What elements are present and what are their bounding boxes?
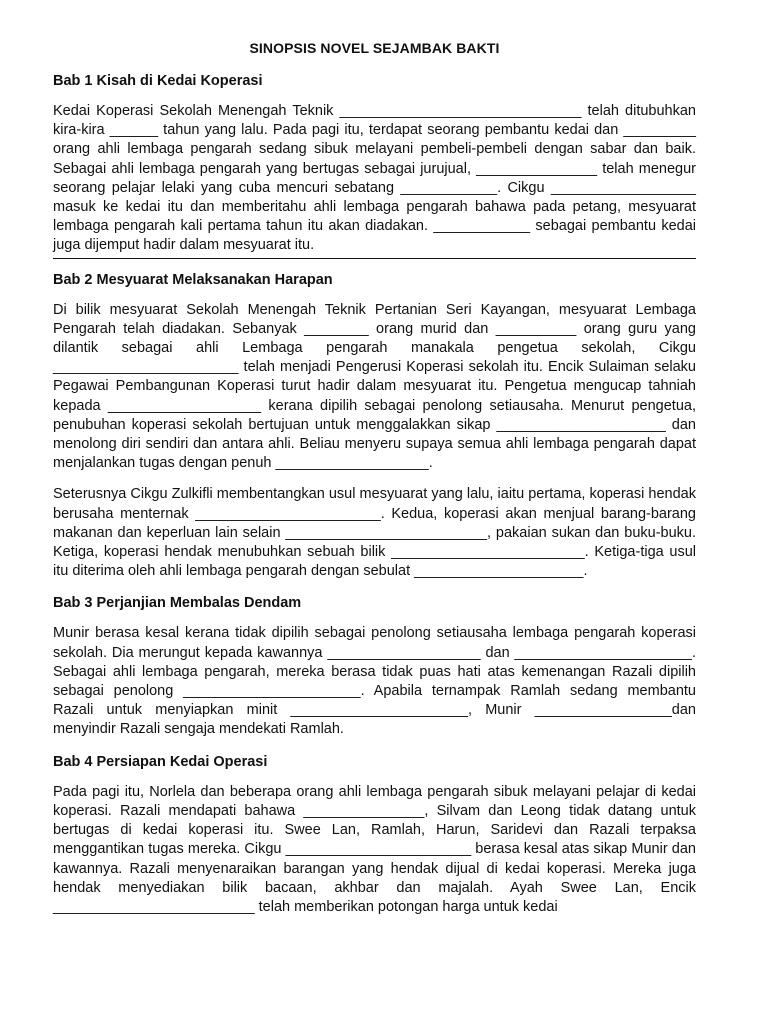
chapter-paragraph: Di bilik mesyuarat Sekolah Menengah Teknik Pertanian Seri Kayangan, mesyuarat Lembaga Pengarah telah diadakan. Sebanyak ________ orang murid dan __________ orang guru yang dilantik sebagai ahli Lembaga pengarah manakala pengetua sekolah, Cikgu _______________________ telah menjadi Pengerusi Koperasi sekolah itu. Encik Sulaiman selaku Pegawai Pembangunan Koperasi turut hadir dalam mesyuarat itu. Pengetua mengucap tahniah kepada ___________________ kerana dipilih sebagai penolong setiausaha. Menurut pengetua, penubuhan koperasi sekolah bertujuan untuk menggalakkan sikap _____________________ dan menolong diri sendiri dan antara ahli. Beliau menyeru supaya semua ahli lembaga pengarah dapat menjalankan tugas dengan penuh ___________________. bbox=[53, 301, 696, 472]
document-title: SINOPSIS NOVEL SEJAMBAK BAKTI bbox=[249, 40, 500, 56]
chapter-4 bbox=[53, 754, 696, 917]
chapter-paragraph: Munir berasa kesal kerana tidak dipilih sebagai penolong setiausaha lembaga pengarah koperasi sekolah. Dia merungut kepada kawannya ___________________ dan ______________________. Sebagai ahli lembaga pengarah, mereka berasa tidak puas hati atas kemenangan Razali dipilih sebagai penolong ______________________. Apabila ternampak Ramlah sedang membantu Razali untuk menyiapkan minit ______________________, Munir _________________dan menyindir Razali sengaja mendekati Ramlah. bbox=[53, 625, 696, 738]
chapter-heading: Bab 1 Kisah di Kedai Koperasi bbox=[53, 73, 263, 89]
chapter-paragraph: Kedai Koperasi Sekolah Menengah Teknik ______________________________ telah ditubuhkan kira-kira ______ tahun yang lalu. Pada pagi itu, terdapat seorang pembantu kedai dan _________ orang ahli lembaga pengarah sedang sibuk melayani pembeli-pembeli dengan sabar dan baik. Sebagai ahli lembaga pengarah yang bertugas sebagai jurujual, _______________ telah menegur seorang pelajar lelaki yang cuba mencuri sebatang ____________. Cikgu __________________ masuk ke kedai itu dan memberitahu ahli lembaga pengarah bahawa pada petang, mesyuarat lembaga pengarah kali pertama tahun itu akan diadakan. ____________ sebagai pembantu kedai juga dijemput hadir dalam mesyuarat itu. bbox=[53, 103, 696, 254]
chapter-heading: Bab 2 Mesyuarat Melaksanakan Harapan bbox=[53, 271, 333, 288]
section-divider bbox=[53, 258, 696, 259]
chapter-2 bbox=[53, 272, 696, 582]
chapter-paragraph: Pada pagi itu, Norlela dan beberapa orang ahli lembaga pengarah sibuk melayani pelajar di kedai koperasi. Razali mendapati bahawa _______________, Silvam dan Leong tidak datang untuk bertugas di kedai koperasi itu. Swee Lan, Ramlah, Harun, Saridevi dan Razali terpaksa menggantikan tugas mereka. Cikgu _______________________ berasa kesal atas sikap Munir dan kawannya. Razali menyenaraikan barangan yang hendak dijual di kedai koperasi. Mereka juga hendak menyediakan bilik bacaan, akhbar dan majalah. Ayah Swee Lan, Encik _________________________ telah memberikan potongan harga untuk kedai bbox=[53, 783, 696, 915]
chapter-1 bbox=[53, 73, 696, 256]
chapter-heading: Bab 4 Persiapan Kedai Operasi bbox=[53, 753, 268, 770]
chapter-3 bbox=[53, 595, 696, 739]
chapter-paragraph: Seterusnya Cikgu Zulkifli membentangkan usul mesyuarat yang lalu, iaitu pertama, koperasi hendak berusaha menternak _______________________. Kedua, koperasi akan menjual barang-barang makanan dan keperluan lain selain _________________________, pakaian sukan dan buku-buku. Ketiga, koperasi hendak menubuhkan sebuah bilik ________________________. Ketiga-tiga usul itu diterima oleh ahli lembaga pengarah dengan sebulat _____________________. bbox=[53, 486, 696, 580]
chapter-heading: Bab 3 Perjanjian Membalas Dendam bbox=[53, 595, 302, 612]
